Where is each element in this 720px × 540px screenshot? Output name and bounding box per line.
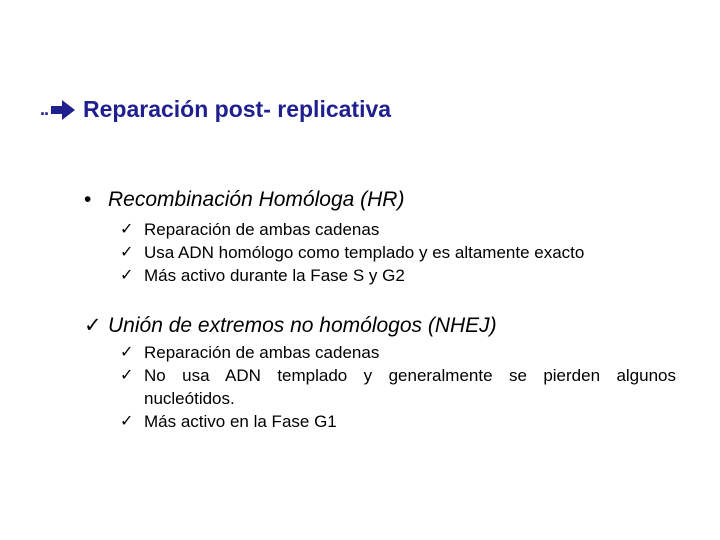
list-item-text: Más activo durante la Fase S y G2: [144, 266, 405, 285]
list-item: [120, 218, 584, 241]
nhej-checklist: [120, 341, 676, 433]
bullet-dot: •: [84, 188, 92, 211]
check-icon: ✓: [120, 367, 134, 384]
list-item: [120, 241, 584, 264]
title-prefix: ..: [40, 99, 49, 119]
list-item: [120, 264, 584, 287]
list-item-text: Más activo en la Fase G1: [144, 412, 337, 431]
hr-checklist: [120, 218, 584, 287]
check-icon: ✓: [120, 413, 134, 430]
heading-text: Recombinación Homóloga (HR): [108, 188, 405, 211]
list-item-text: No usa ADN templado y generalmente se pierden algunos nucleótidos.: [144, 366, 676, 408]
list-item: [120, 341, 676, 364]
list-item-text: Reparación de ambas cadenas: [144, 343, 380, 362]
list-item: [120, 410, 676, 433]
check-icon: ✓: [120, 221, 134, 238]
heading-text: Unión de extremos no homólogos (NHEJ): [108, 314, 497, 337]
check-icon: ✓: [84, 314, 102, 337]
section-heading-nhej: [84, 313, 497, 338]
title-text: Reparación post- replicativa: [83, 96, 392, 122]
check-icon: ✓: [120, 267, 134, 284]
slide-title: [40, 96, 391, 123]
list-item-text: Reparación de ambas cadenas: [144, 220, 380, 239]
bold-right-arrow-icon: [50, 99, 76, 121]
section-heading-hr: [84, 188, 404, 212]
check-icon: ✓: [120, 344, 134, 361]
list-item: [120, 364, 676, 410]
list-item-text: Usa ADN homólogo como templado y es altamente exacto: [144, 243, 585, 262]
check-icon: ✓: [120, 244, 134, 261]
